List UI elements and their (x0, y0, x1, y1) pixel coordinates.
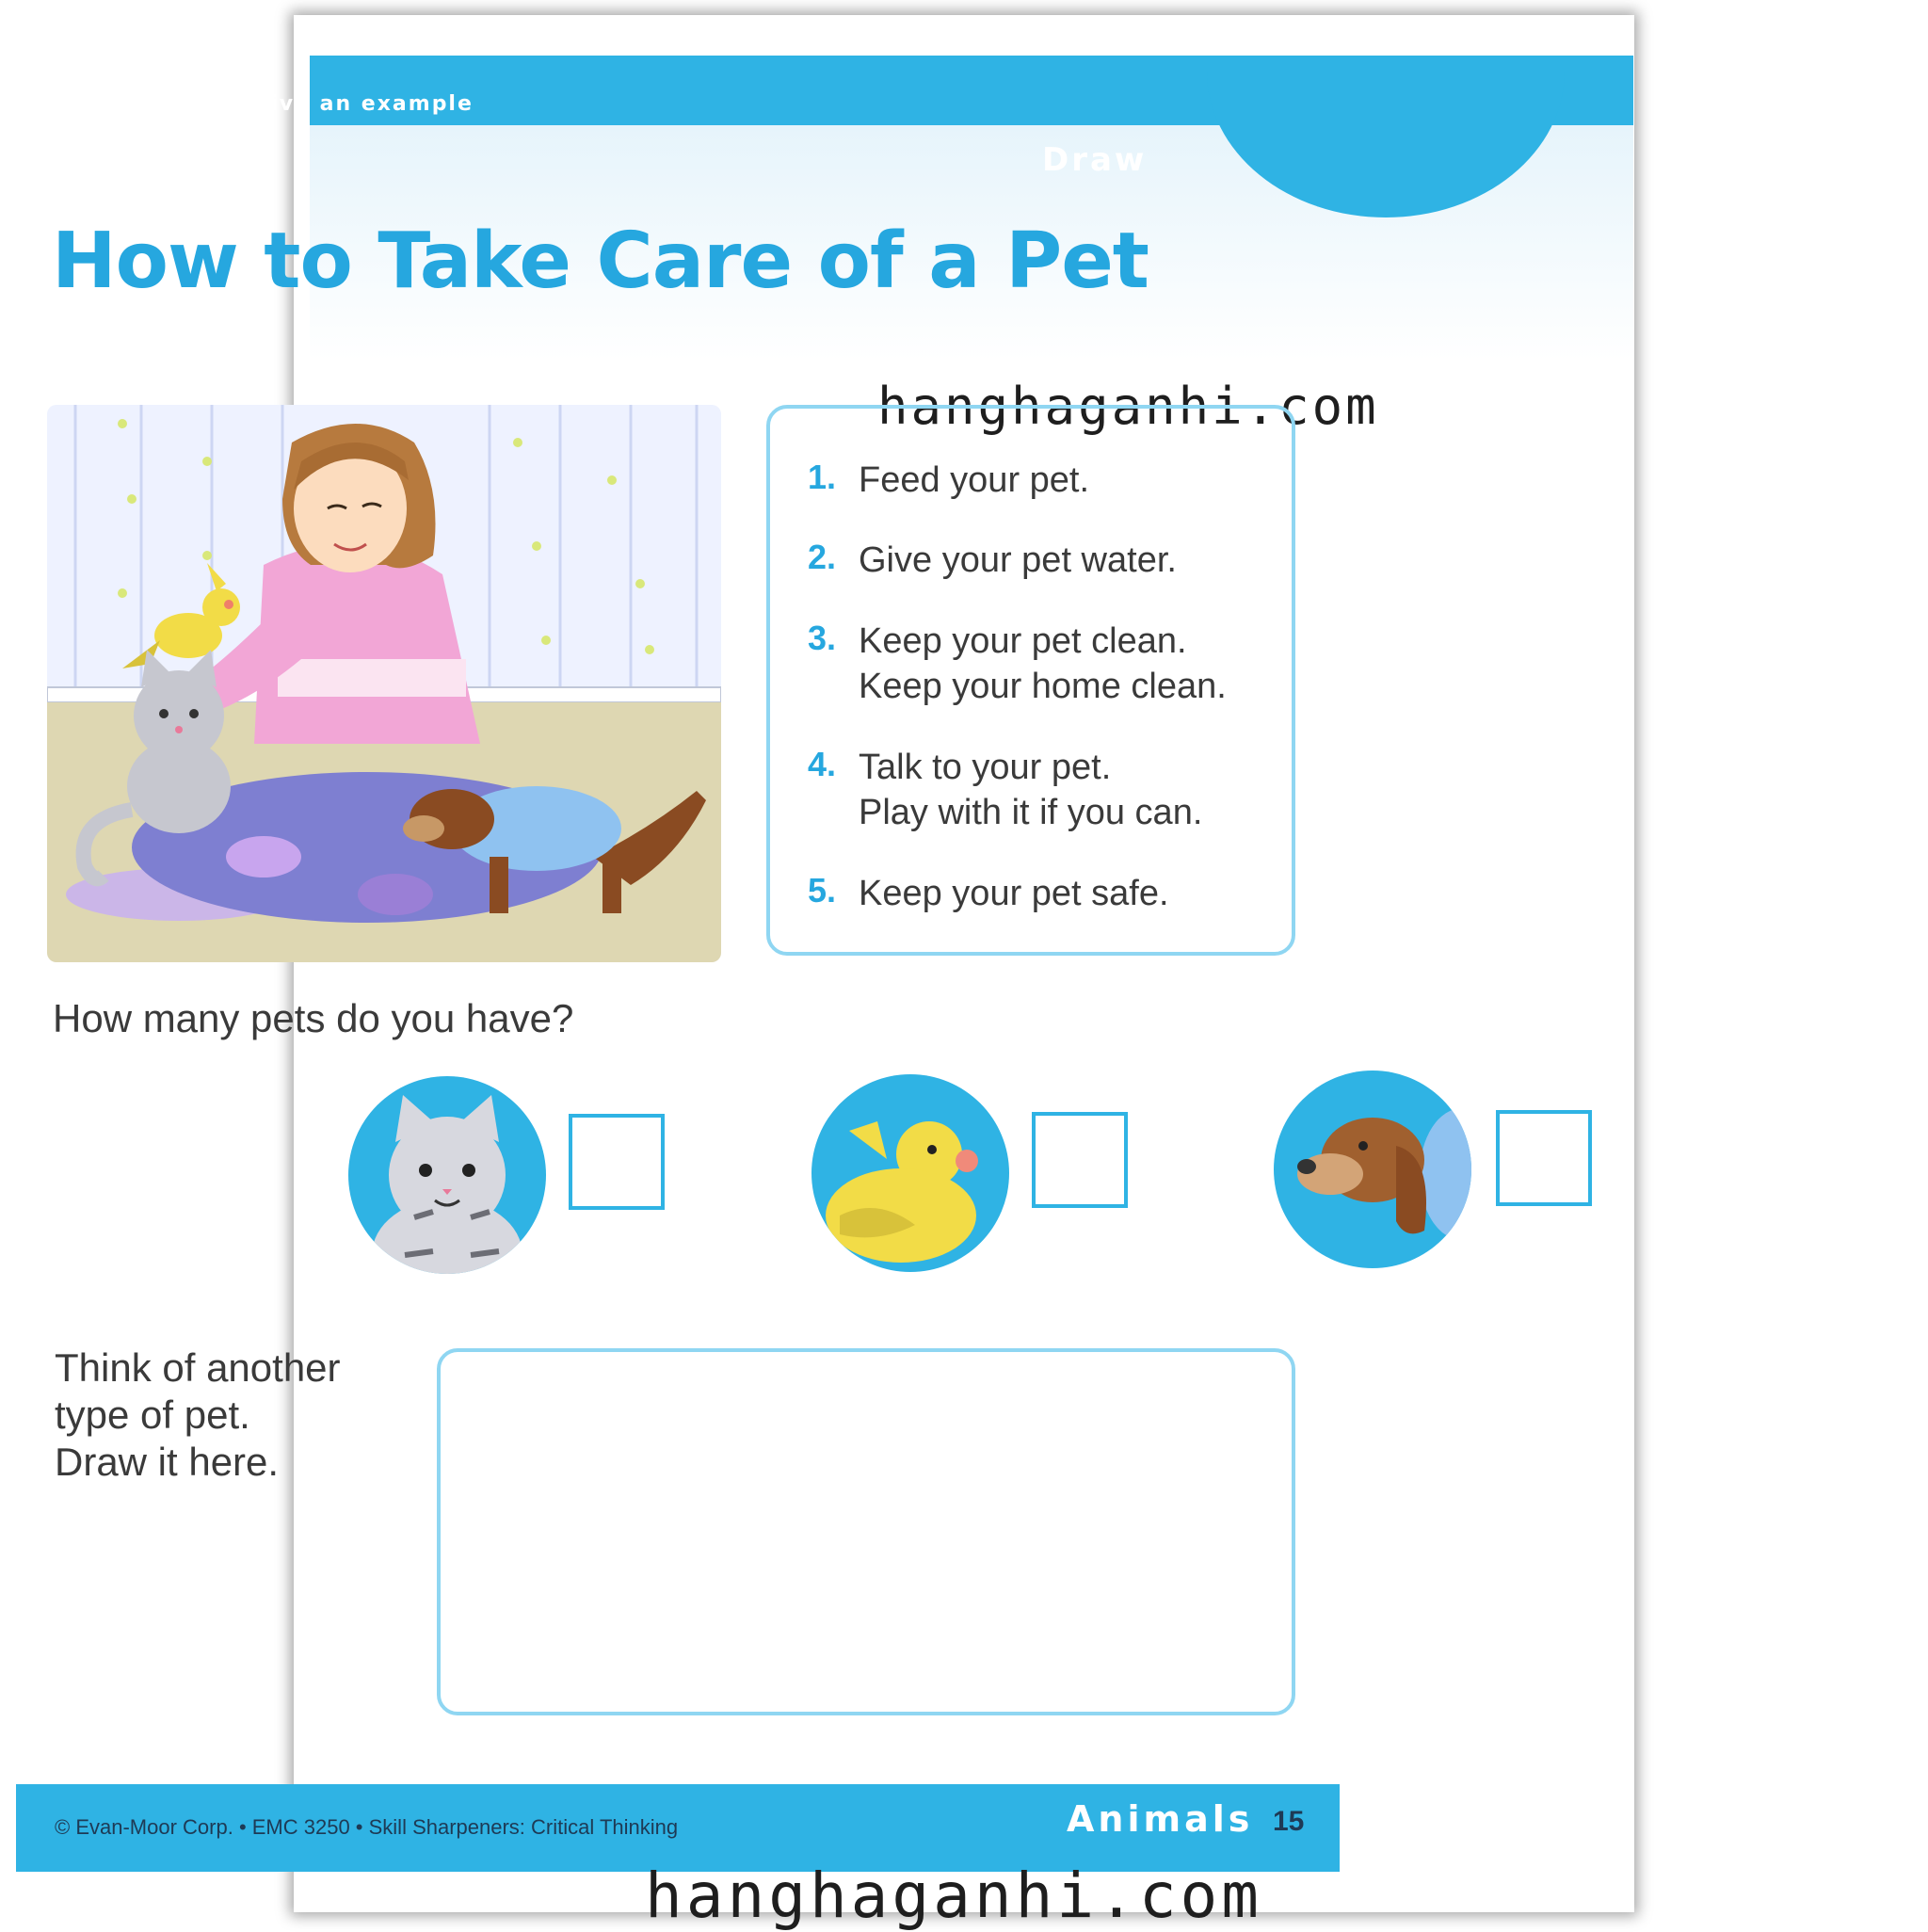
skills-label: SKILLS: count, give an example (49, 92, 474, 116)
watermark-bottom: hanghaganhi.com (645, 1860, 1263, 1932)
cat-count-box[interactable] (569, 1114, 665, 1210)
bird-icon (811, 1074, 1009, 1272)
draw-prompt-line: type of pet. (55, 1393, 250, 1437)
step-number: 4. (808, 745, 837, 783)
draw-prompt-line: Draw it here. (55, 1440, 280, 1484)
drawing-area[interactable] (437, 1348, 1295, 1715)
care-steps-box (766, 405, 1295, 956)
step-text: Play with it if you can. (859, 793, 1203, 832)
page-title: How to Take Care of a Pet (52, 217, 1149, 306)
draw-prompt-line: Think of another (55, 1345, 341, 1390)
cat-icon (348, 1076, 546, 1274)
step-text: Give your pet water. (859, 540, 1177, 580)
girl-with-pets-illustration (47, 405, 721, 962)
footer-copyright: © Evan-Moor Corp. • EMC 3250 • Skill Sharpeners: Critical Thinking (55, 1815, 679, 1839)
step-number: 2. (808, 538, 837, 576)
draw-tab-label: Draw (1042, 141, 1148, 179)
bird-count-box[interactable] (1032, 1112, 1128, 1208)
step-text: Keep your pet clean. (859, 621, 1187, 661)
step-number: 1. (808, 458, 837, 496)
pet-count-question: How many pets do you have? (53, 996, 574, 1040)
step-number: 5. (808, 871, 837, 910)
step-number: 3. (808, 619, 837, 657)
draw-prompt (55, 1344, 341, 1486)
watermark-top: hanghaganhi.com (877, 377, 1379, 436)
dog-count-box[interactable] (1496, 1110, 1592, 1206)
step-text: Feed your pet. (859, 460, 1090, 500)
step-text: Talk to your pet. (859, 748, 1112, 787)
step-text: Keep your home clean. (859, 667, 1227, 706)
step-text: Keep your pet safe. (859, 874, 1169, 913)
footer-section: Animals (1067, 1798, 1254, 1840)
dog-icon (1274, 1071, 1471, 1268)
page-number: 15 (1273, 1806, 1305, 1837)
